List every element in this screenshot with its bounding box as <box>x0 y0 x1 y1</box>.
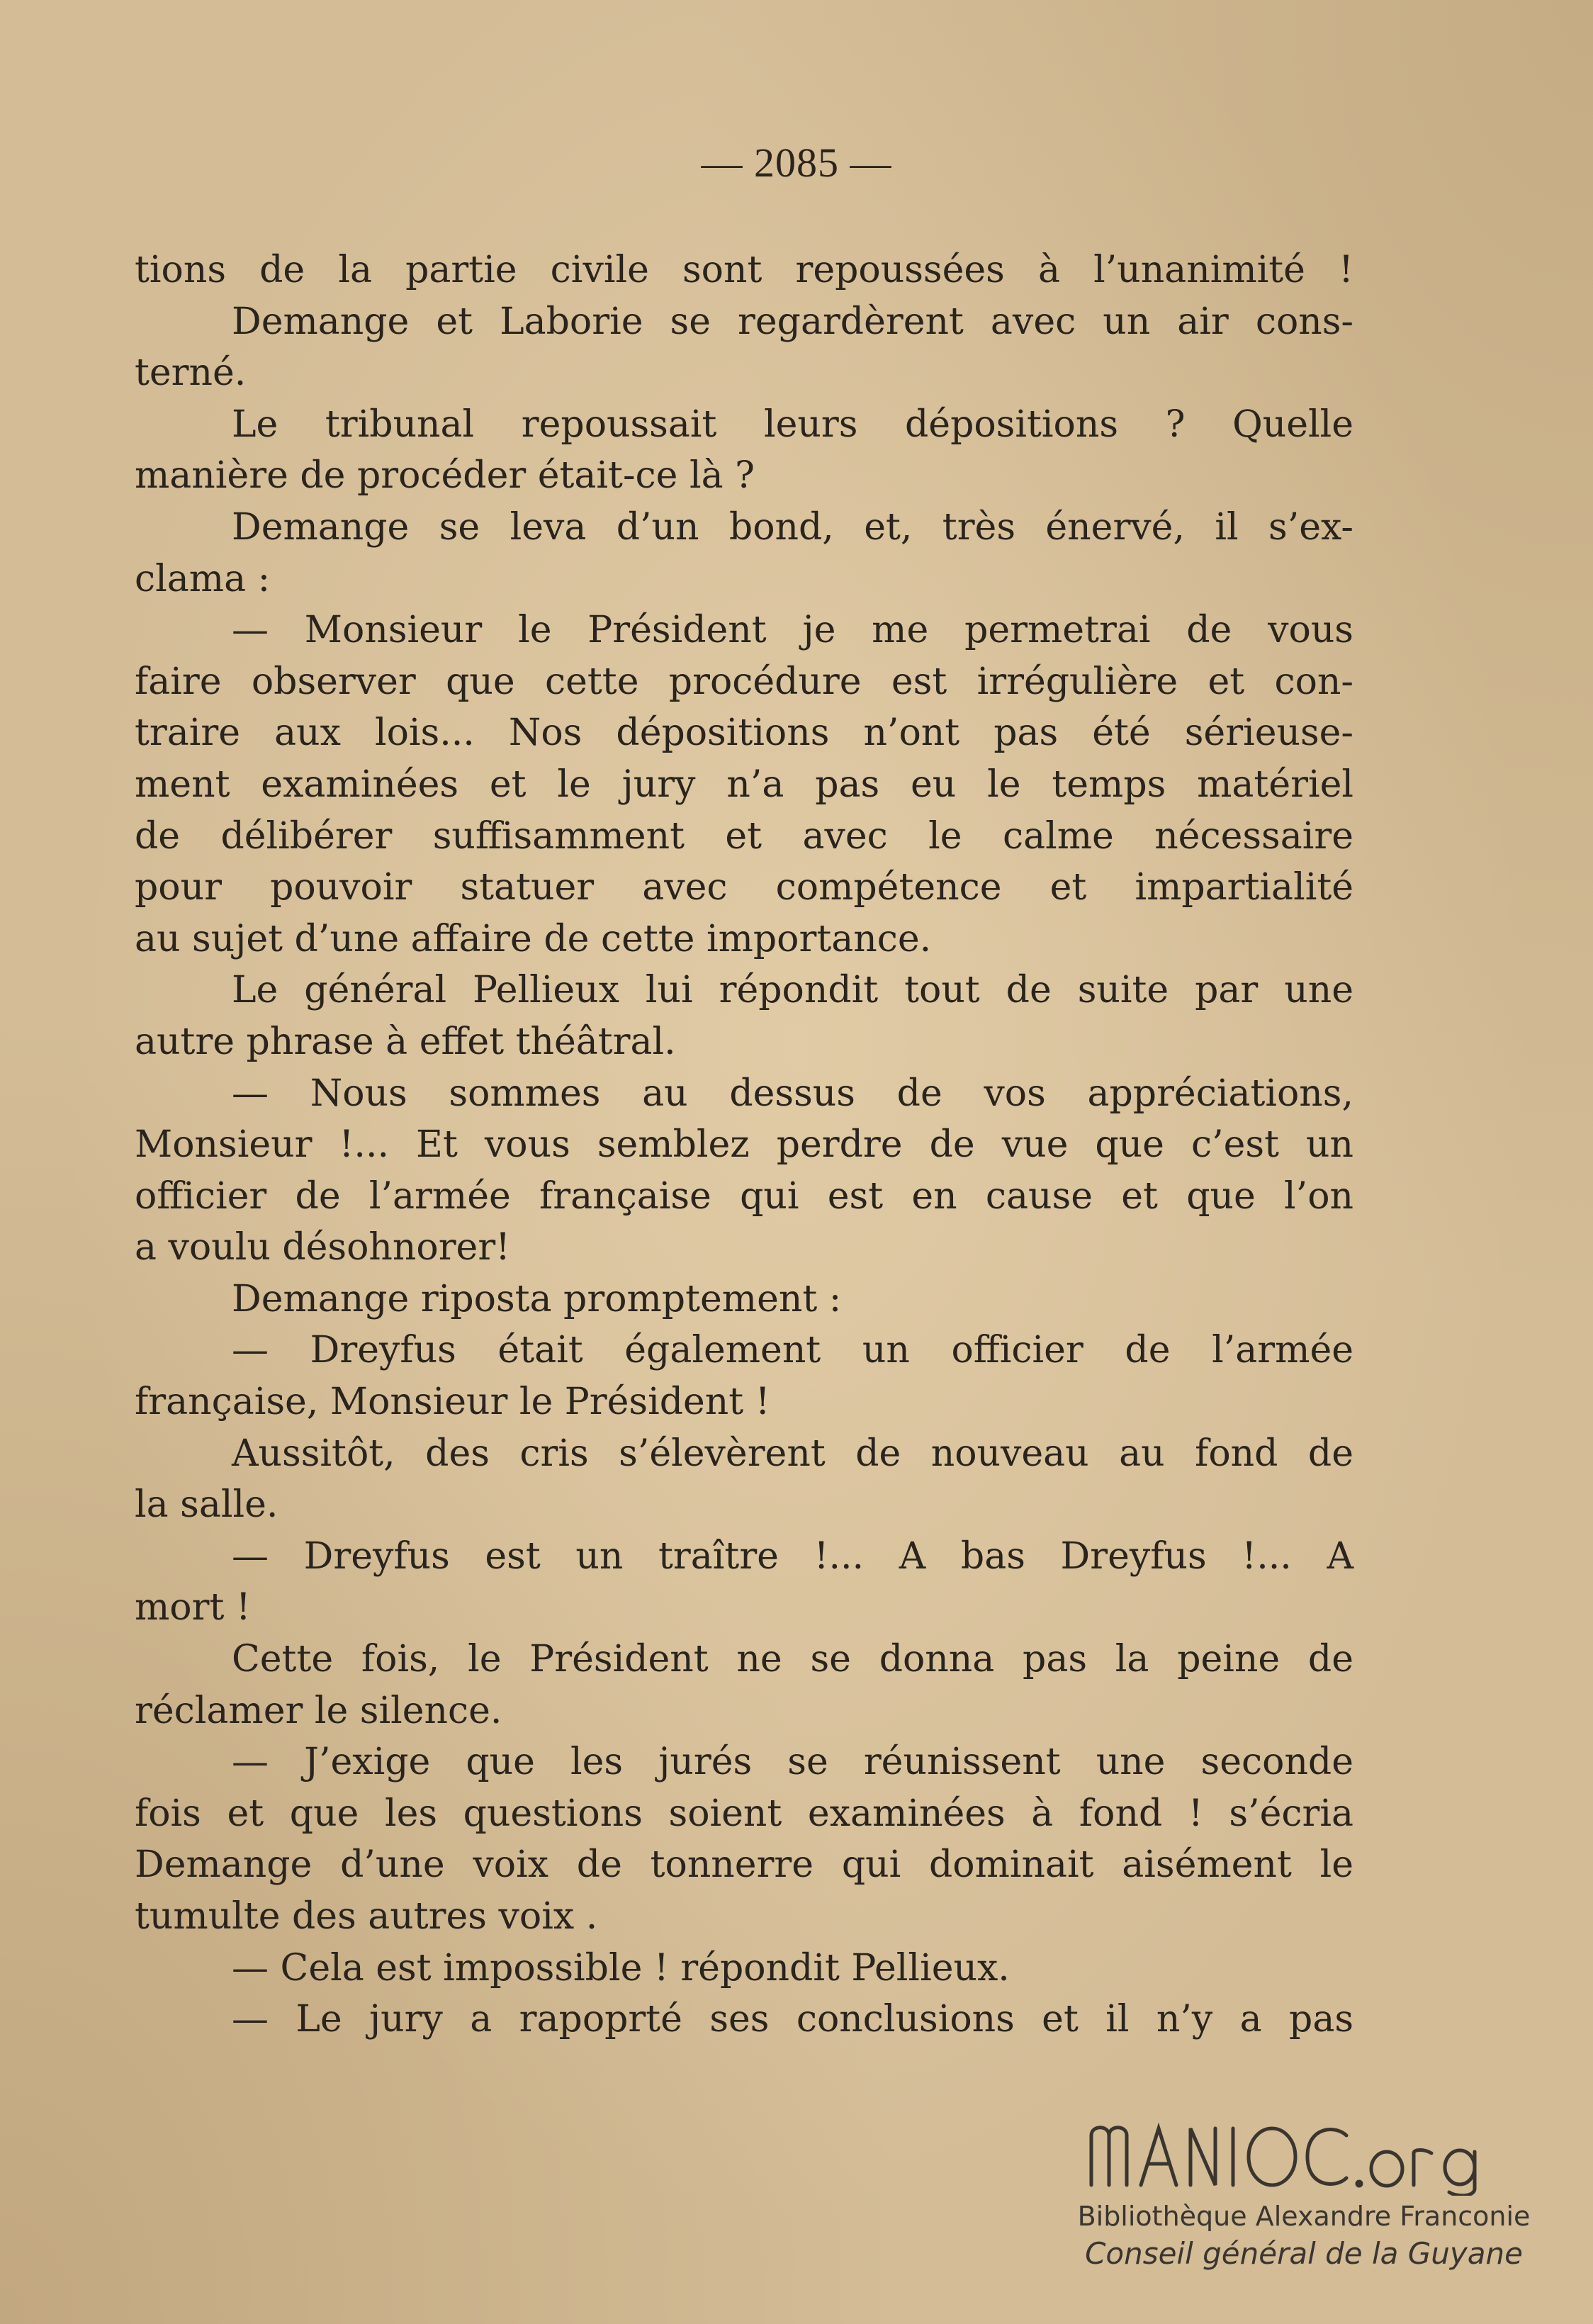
text-line: de délibérer suffisamment et avec le calme nécessaire <box>135 814 1353 858</box>
text-line: Monsieur !... Et vous semblez perdre de vue que c’est un <box>135 1123 1353 1167</box>
page-number: — 2085 — <box>701 140 892 186</box>
text-line: la salle. <box>135 1483 278 1527</box>
text-line: — Dreyfus était également un officier de l’armée <box>232 1329 1353 1372</box>
manioc-logo <box>1049 2118 1559 2196</box>
text-line: terné. <box>135 352 247 395</box>
text-line: officier de l’armée française qui est en cause et que l’on <box>135 1174 1353 1218</box>
text-line: réclamer le silence. <box>135 1689 502 1732</box>
text-line: — Nous sommes au dessus de vos appréciations, <box>232 1072 1353 1115</box>
text-line: Le tribunal repoussait leurs dépositions ? Quelle <box>232 403 1353 446</box>
text-line: pour pouvoir statuer avec compétence et impartialité <box>135 866 1353 909</box>
watermark <box>1049 2118 1559 2274</box>
body-text <box>135 245 1353 2045</box>
text-line: Le général Pellieux lui répondit tout de suite par une <box>232 969 1353 1012</box>
text-line: faire observer que cette procédure est irrégulière et con- <box>135 660 1353 703</box>
text-line: Demange riposta promptement : <box>232 1277 842 1320</box>
text-line: Demange d’une voix de tonnerre qui dominait aisément le <box>135 1843 1353 1887</box>
text-line: tumulte des autres voix . <box>135 1895 598 1938</box>
text-line: clama : <box>135 557 271 600</box>
text-line: — Dreyfus est un traître !... A bas Dreyfus !... A <box>232 1534 1353 1578</box>
text-line: traire aux lois... Nos dépositions n’ont pas été sérieuse- <box>135 712 1353 755</box>
text-line: autre phrase à effet théâtral. <box>135 1020 676 1063</box>
text-line: — Le jury a rapoprté ses conclusions et il n’y a pas <box>232 1998 1353 2041</box>
text-line: — Monsieur le Président je me permetrai de vous <box>232 609 1353 652</box>
text-line: Aussitôt, des cris s’élevèrent de nouveau au fond de <box>232 1432 1353 1475</box>
text-line: manière de procéder était-ce là ? <box>135 454 755 498</box>
text-line: a voulu désohnorer! <box>135 1226 511 1269</box>
text-line: fois et que les questions soient examinées à fond ! s’écria <box>135 1792 1353 1835</box>
text-line: Cette fois, le Président ne se donna pas la peine de <box>232 1638 1353 1681</box>
text-line: Demange et Laborie se regardèrent avec un air cons- <box>232 300 1353 343</box>
text-line: au sujet d’une affaire de cette importance. <box>135 917 932 960</box>
text-line: française, Monsieur le Président ! <box>135 1381 770 1424</box>
manioc-logo-mark <box>1077 2118 1531 2196</box>
library-name: Bibliothèque Alexandre Franconie <box>1077 2201 1531 2232</box>
council-name: Conseil général de la Guyane <box>1085 2236 1523 2271</box>
text-line: tions de la partie civile sont repoussées à l’unanimité ! <box>135 249 1353 291</box>
text-line: Demange se leva d’un bond, et, très énervé, il s’ex- <box>232 505 1353 549</box>
text-line: mort ! <box>135 1586 251 1629</box>
text-line: — J’exige que les jurés se réunissent une seconde <box>232 1741 1353 1784</box>
text-line: — Cela est impossible ! répondit Pellieux. <box>232 1946 1010 1989</box>
text-line: ment examinées et le jury n’a pas eu le temps matériel <box>135 763 1353 806</box>
